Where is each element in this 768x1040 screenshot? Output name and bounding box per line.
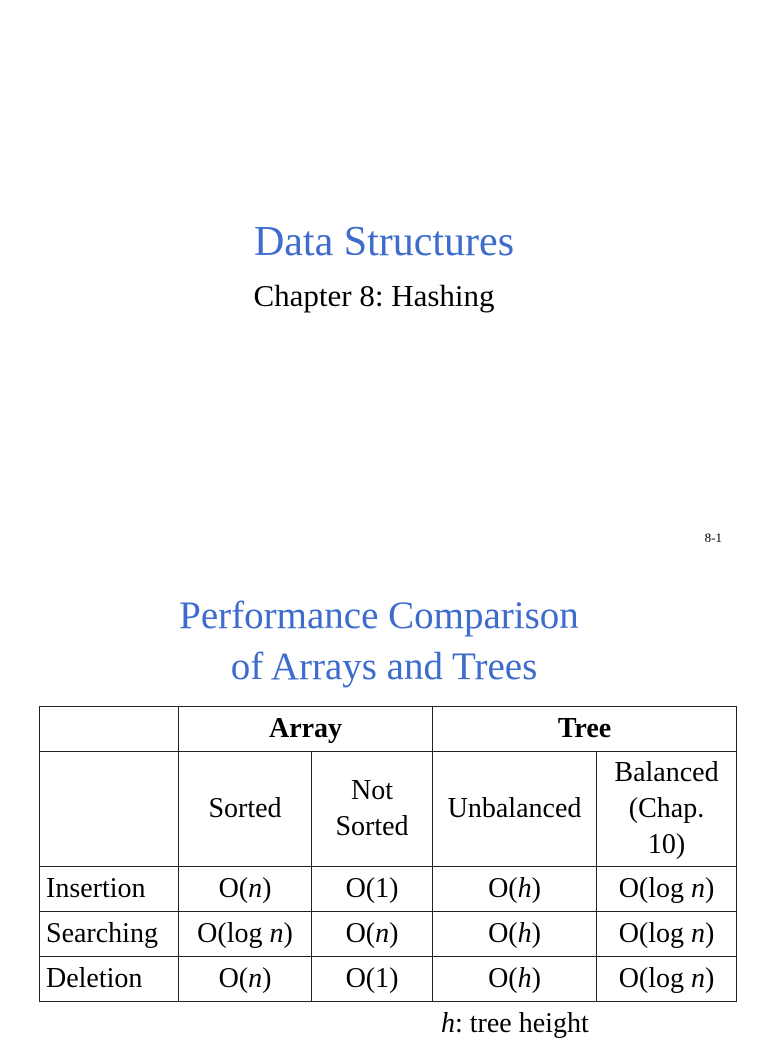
footnote-variable: h bbox=[441, 1008, 455, 1039]
empty-label-cell bbox=[40, 752, 179, 867]
sub-header-line: Not bbox=[351, 775, 393, 806]
table-cell: O(log n) bbox=[597, 957, 737, 1002]
table-cell: O(1) bbox=[312, 867, 433, 912]
table-cell: O(1) bbox=[312, 957, 433, 1002]
sub-header-sorted bbox=[179, 752, 312, 867]
sub-header-line: 10) bbox=[647, 829, 686, 860]
title-line-1: Performance Comparison bbox=[179, 594, 579, 637]
page-number: 8-1 bbox=[704, 530, 722, 545]
sub-header-balanced bbox=[597, 752, 737, 867]
table-cell: O(log n) bbox=[597, 867, 737, 912]
table-cell: O(h) bbox=[433, 912, 597, 957]
table-cell: O(log n) bbox=[179, 912, 312, 957]
sub-header-line: Balanced bbox=[614, 757, 719, 788]
table-row-deletion bbox=[40, 957, 737, 1002]
sub-header-line: Sorted bbox=[335, 811, 409, 842]
empty-corner-cell bbox=[40, 707, 179, 752]
sub-header-line: Unbalanced bbox=[447, 793, 582, 824]
table-cell: O(h) bbox=[433, 867, 597, 912]
slide-subtitle: Chapter 8: Hashing bbox=[253, 278, 495, 313]
table-sub-header-row bbox=[40, 752, 737, 867]
sub-header-line: (Chap. bbox=[628, 793, 705, 824]
group-header-array: Array bbox=[179, 707, 433, 752]
table-row-insertion bbox=[40, 867, 737, 912]
sub-header-line: Sorted bbox=[208, 793, 282, 824]
slide-title bbox=[0, 590, 768, 692]
title-line-2: of Arrays and Trees bbox=[230, 645, 538, 688]
footnote-text: : tree height bbox=[455, 1008, 589, 1039]
table-cell: O(log n) bbox=[597, 912, 737, 957]
table-cell: O(n) bbox=[179, 867, 312, 912]
row-label: Searching bbox=[40, 912, 179, 957]
table-row-searching bbox=[40, 912, 737, 957]
group-header-tree: Tree bbox=[433, 707, 737, 752]
table-cell: O(n) bbox=[312, 912, 433, 957]
footnote bbox=[441, 1008, 589, 1040]
row-label: Deletion bbox=[40, 957, 179, 1002]
slide-2 bbox=[0, 560, 768, 1039]
table-cell: O(h) bbox=[433, 957, 597, 1002]
performance-table bbox=[39, 706, 737, 1002]
table-cell: O(n) bbox=[179, 957, 312, 1002]
slide-title: Data Structures bbox=[253, 219, 515, 265]
sub-header-not-sorted bbox=[312, 752, 433, 867]
table-group-header-row bbox=[40, 707, 737, 752]
sub-header-unbalanced bbox=[433, 752, 597, 867]
row-label: Insertion bbox=[40, 867, 179, 912]
